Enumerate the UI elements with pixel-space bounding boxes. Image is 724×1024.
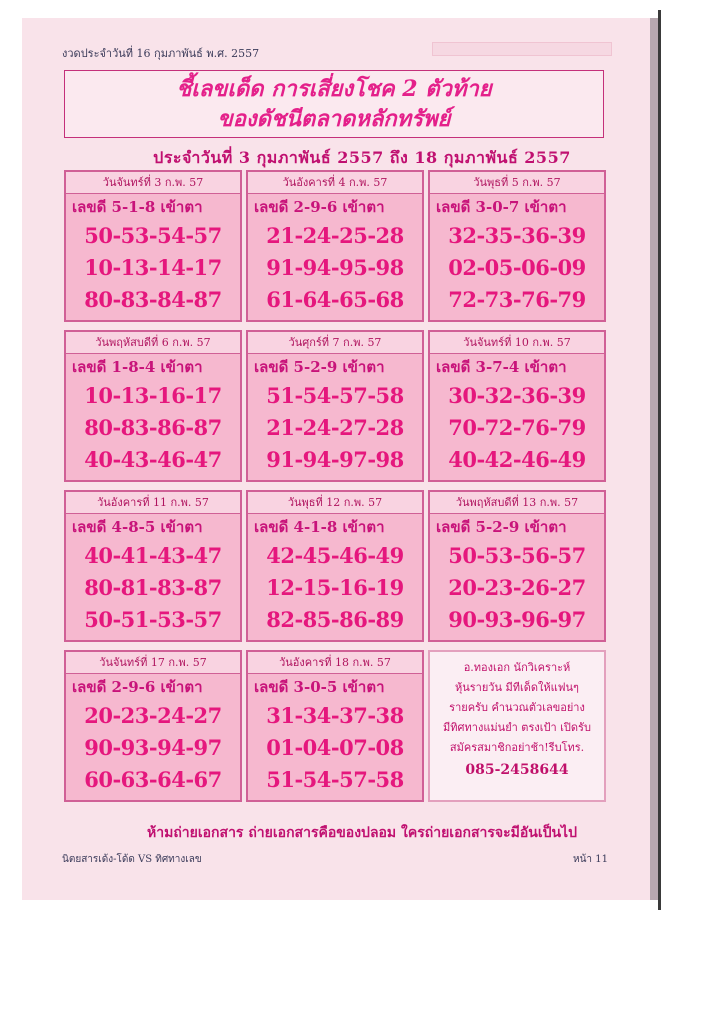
number-row: 10-13-14-17 [84, 255, 222, 280]
number-row: 80-83-84-87 [84, 287, 222, 312]
number-row: 80-81-83-87 [84, 575, 222, 600]
day-card [64, 330, 242, 482]
number-row: 60-63-64-67 [84, 767, 222, 792]
number-row: 42-45-46-49 [266, 543, 404, 568]
lucky-digits: เลขดี 5-1-8 เข้าตา [72, 198, 203, 216]
day-heading: วันอังคารที่ 11 ก.พ. 57 [66, 492, 240, 514]
copy-warning: ห้ามถ่ายเอกสาร ถ่ายเอกสารคือของปลอม ใครถ่ายเอกสารจะมีอันเป็นไป [147, 825, 577, 841]
day-heading: วันอังคารที่ 4 ก.พ. 57 [248, 172, 422, 194]
lucky-digits: เลขดี 5-2-9 เข้าตา [254, 358, 385, 376]
number-row: 01-04-07-08 [266, 735, 404, 760]
number-row: 82-85-86-89 [266, 607, 404, 632]
number-row: 02-05-06-09 [448, 255, 586, 280]
phone-number: 085-2458644 [465, 762, 569, 778]
number-row: 91-94-97-98 [266, 447, 404, 472]
number-row: 90-93-96-97 [448, 607, 586, 632]
lucky-digits: เลขดี 2-9-6 เข้าตา [254, 198, 385, 216]
issue-line: งวดประจำวันที่ 16 กุมภาพันธ์ พ.ศ. 2557 [62, 47, 260, 60]
number-row: 91-94-95-98 [266, 255, 404, 280]
analyst-info-box [428, 650, 606, 802]
day-heading: วันจันทร์ที่ 17 ก.พ. 57 [66, 652, 240, 674]
lucky-digits: เลขดี 4-8-5 เข้าตา [72, 518, 203, 536]
lucky-digits: เลขดี 2-9-6 เข้าตา [72, 678, 203, 696]
day-card [246, 170, 424, 322]
info-line: มีทิศทางแม่นยำ ตรงเป้า เปิดรับ [443, 721, 591, 734]
info-line: อ.ทองเอก นักวิเคราะห์ [463, 661, 571, 674]
date-range: ประจำวันที่ 3 กุมภาพันธ์ 2557 ถึง 18 กุมภาพันธ์ 2557 [153, 148, 571, 167]
number-row: 32-35-36-39 [448, 223, 586, 248]
info-line: สมัครสมาชิกอย่าช้า!รีบโทร. [449, 741, 585, 754]
number-row: 50-51-53-57 [84, 607, 222, 632]
day-card [246, 330, 424, 482]
day-heading: วันพฤหัสบดีที่ 6 ก.พ. 57 [66, 332, 240, 354]
title-line-2: ของดัชนีตลาดหลักทรัพย์ [217, 106, 451, 132]
number-row: 20-23-26-27 [448, 575, 586, 600]
day-heading: วันจันทร์ที่ 10 ก.พ. 57 [430, 332, 604, 354]
lucky-digits: เลขดี 5-2-9 เข้าตา [436, 518, 567, 536]
info-line: รายครับ คำนวณตัวเลขอย่าง [449, 701, 585, 714]
number-row: 12-15-16-19 [266, 575, 404, 600]
day-heading: วันพุธที่ 5 ก.พ. 57 [430, 172, 604, 194]
number-row: 50-53-54-57 [84, 223, 222, 248]
number-row: 40-43-46-47 [84, 447, 222, 472]
number-row: 70-72-76-79 [448, 415, 586, 440]
lucky-digits: เลขดี 3-7-4 เข้าตา [436, 358, 567, 376]
number-row: 80-83-86-87 [84, 415, 222, 440]
number-row: 21-24-27-28 [266, 415, 404, 440]
header-decoration [432, 42, 612, 56]
day-heading: วันอังคารที่ 18 ก.พ. 57 [248, 652, 422, 674]
info-line: หุ้นรายวัน มีทีเด็ดให้แฟนๆ [455, 681, 579, 694]
title-box [64, 70, 604, 138]
number-row: 51-54-57-58 [266, 767, 404, 792]
lucky-digits: เลขดี 1-8-4 เข้าตา [72, 358, 203, 376]
number-row: 61-64-65-68 [266, 287, 404, 312]
number-row: 51-54-57-58 [266, 383, 404, 408]
lucky-digits: เลขดี 3-0-7 เข้าตา [436, 198, 567, 216]
day-heading: วันจันทร์ที่ 3 ก.พ. 57 [66, 172, 240, 194]
magazine-name: นิตยสารเด้ง-โด้ด VS ทิศทางเลข [62, 854, 202, 865]
number-row: 40-41-43-47 [84, 543, 222, 568]
number-row: 21-24-25-28 [266, 223, 404, 248]
day-heading: วันพฤหัสบดีที่ 13 ก.พ. 57 [430, 492, 604, 514]
day-card [64, 170, 242, 322]
lucky-digits: เลขดี 3-0-5 เข้าตา [254, 678, 385, 696]
number-row: 31-34-37-38 [266, 703, 404, 728]
day-card [64, 650, 242, 802]
day-heading: วันพุธที่ 12 ก.พ. 57 [248, 492, 422, 514]
day-card [428, 330, 606, 482]
number-row: 50-53-56-57 [448, 543, 586, 568]
page-edge [658, 10, 661, 910]
lucky-digits: เลขดี 4-1-8 เข้าตา [254, 518, 385, 536]
title-line-1: ชี้เลขเด็ด การเสี่ยงโชค 2 ตัวท้าย [176, 76, 492, 102]
number-row: 20-23-24-27 [84, 703, 222, 728]
day-heading: วันศุกร์ที่ 7 ก.พ. 57 [248, 332, 422, 354]
number-row: 72-73-76-79 [448, 287, 586, 312]
day-card [246, 490, 424, 642]
number-row: 90-93-94-97 [84, 735, 222, 760]
page-number: หน้า 11 [573, 854, 608, 865]
day-card [246, 650, 424, 802]
day-card [428, 490, 606, 642]
day-card [428, 170, 606, 322]
number-row: 30-32-36-39 [448, 383, 586, 408]
number-row: 40-42-46-49 [448, 447, 586, 472]
number-row: 10-13-16-17 [84, 383, 222, 408]
day-card [64, 490, 242, 642]
